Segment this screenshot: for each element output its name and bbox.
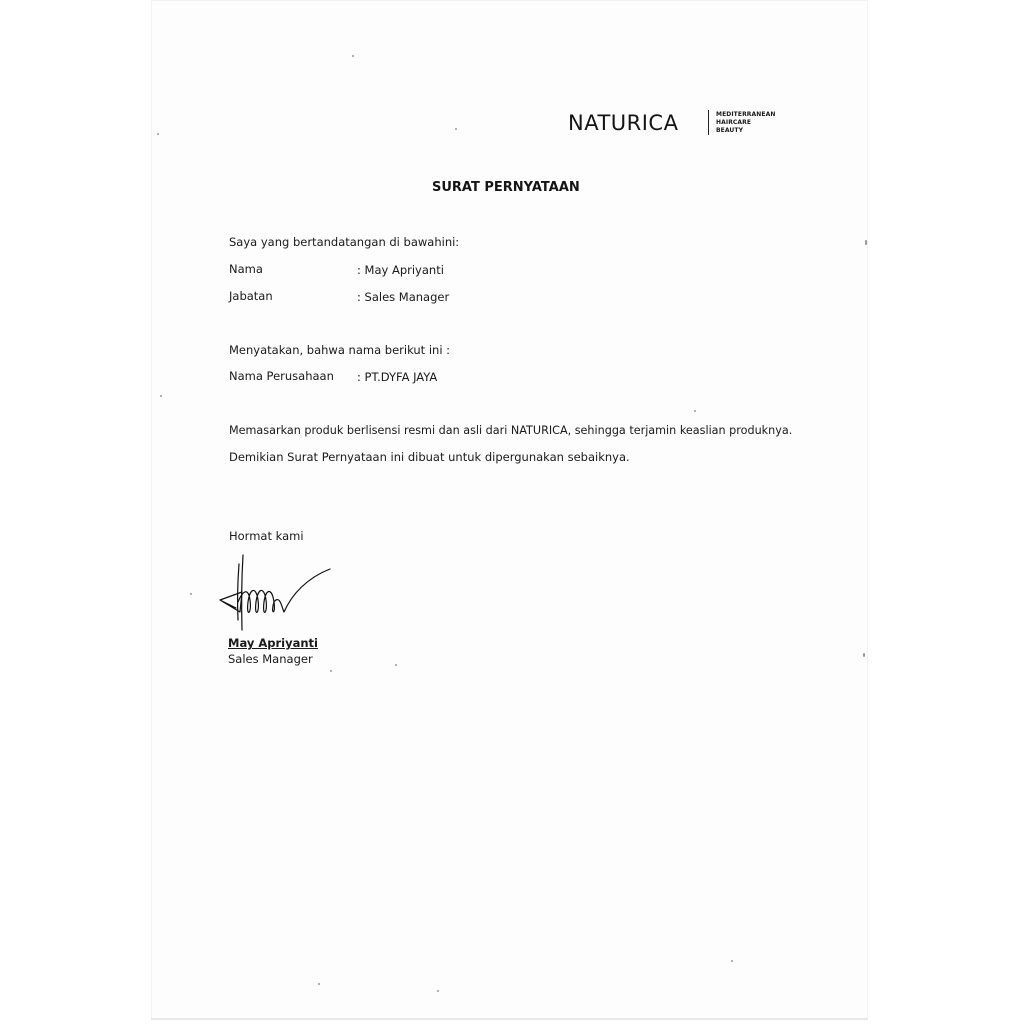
body-line: Memasarkan produk berlisensi resmi dan asli dari NATURICA, sehingga terjamin keaslian produknya. — [229, 424, 793, 437]
closing-greeting: Hormat kami — [229, 529, 304, 543]
scan-speck — [694, 410, 696, 412]
scan-speck — [395, 664, 397, 666]
body-line: Demikian Surat Pernyataan ini dibuat untuk dipergunakan sebaiknya. — [229, 450, 630, 464]
scan-speck — [865, 240, 867, 245]
field-label-perusahaan: Nama Perusahaan — [229, 369, 334, 383]
field-value-perusahaan: : PT.DYFA JAYA — [357, 370, 438, 384]
scan-speck — [863, 653, 865, 657]
field-value-nama: : May Apriyanti — [357, 263, 444, 277]
logo-wordmark: NATURICA — [568, 111, 679, 135]
field-label-nama: Nama — [229, 262, 263, 276]
scan-speck — [455, 128, 457, 130]
letter-paper — [151, 0, 868, 1020]
statement-intro: Menyatakan, bahwa nama berikut ini : — [229, 343, 451, 357]
handwritten-signature — [212, 552, 337, 634]
scan-speck — [352, 55, 354, 57]
logo-tagline-line: HAIRCARE — [716, 119, 752, 126]
field-label-jabatan: Jabatan — [229, 289, 273, 303]
scan-speck — [318, 983, 320, 985]
logo-tagline — [716, 111, 775, 135]
scan-speck — [330, 670, 332, 672]
field-value-jabatan: : Sales Manager — [357, 290, 450, 304]
logo-tagline-line: MEDITERRANEAN — [716, 111, 776, 118]
signatory-position: Sales Manager — [228, 652, 313, 666]
scan-speck — [190, 593, 192, 595]
signatory-name: May Apriyanti — [228, 636, 318, 650]
scan-speck — [157, 133, 159, 135]
paper-bottom-edge — [151, 1018, 868, 1020]
logo-divider — [708, 110, 709, 135]
scan-speck — [160, 395, 162, 397]
document-title: SURAT PERNYATAAN — [432, 180, 580, 195]
scan-speck — [731, 960, 733, 962]
intro-line: Saya yang bertandatangan di bawahini: — [229, 235, 460, 249]
logo-tagline-line: BEAUTY — [716, 127, 744, 134]
scan-speck — [437, 990, 439, 992]
